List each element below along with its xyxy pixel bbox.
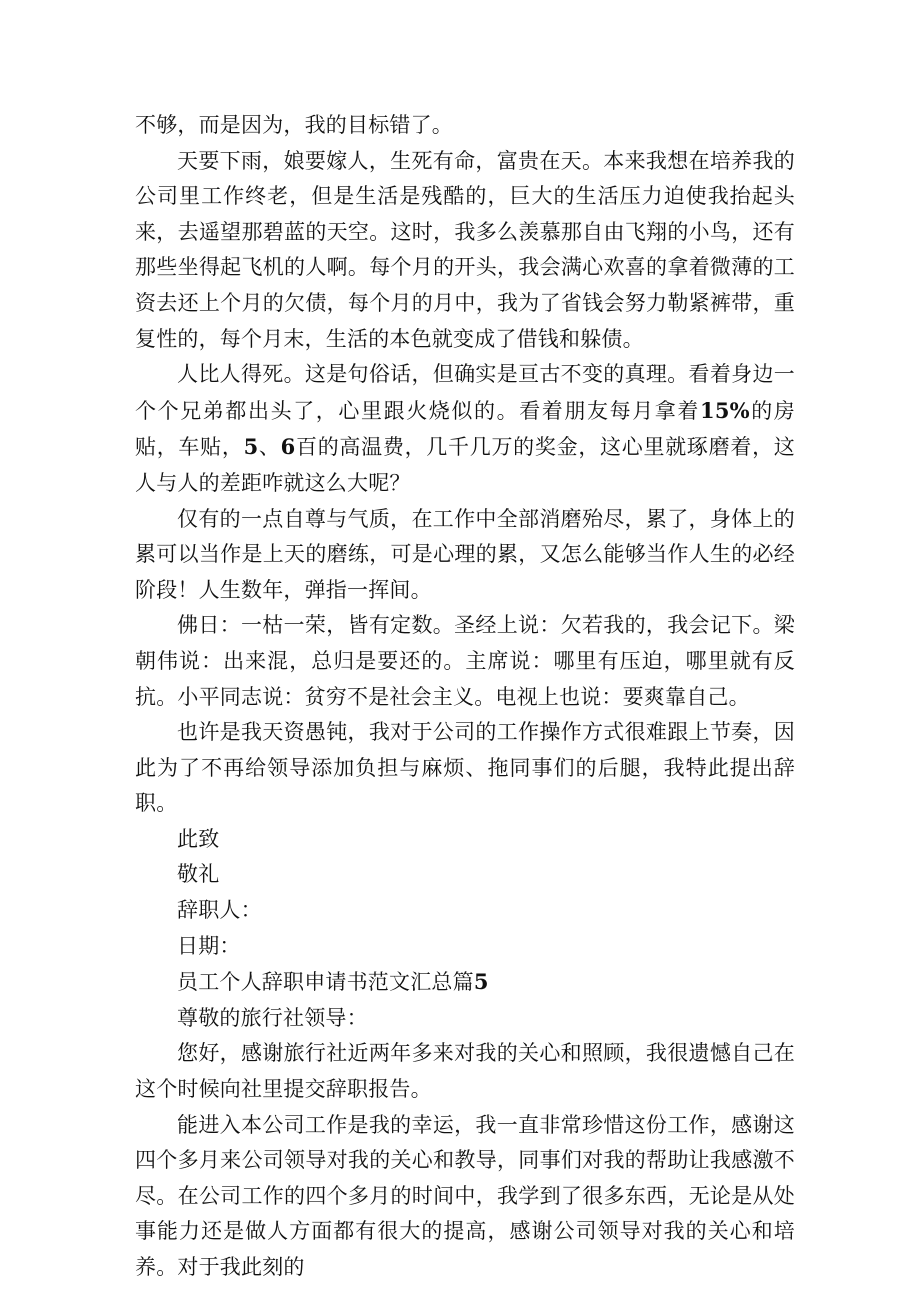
paragraph-fortune: 能进入本公司工作是我的幸运，我一直非常珍惜这份工作，感谢这四个多月来公司领导对我的关心和教导，同事们对我的帮助让我感激不尽。在公司工作的四个多月的时间中，我学到了很多东西，无论是从处事能力还是做人方面都有很大的提高，感谢公司领导对我的关心和培养。对于我此刻的 — [135, 1112, 795, 1279]
salutation: 尊敬的旅行社领导： — [177, 1005, 368, 1030]
allowance-number-6: 6 — [280, 434, 296, 460]
section-title-text: 员工个人辞职申请书范文汇总篇 — [177, 970, 474, 995]
date-label: 日期： — [177, 933, 241, 958]
paragraph-comparison — [135, 357, 795, 501]
paragraph-rain: 天要下雨，娘要嫁人，生死有命，富贵在天。本来我想在培养我的公司里工作终老，但是生活是残酷的，巨大的生活压力迫使我抬起头来，去遥望那碧蓝的天空。这时，我多么羡慕那自由飞翔的小鸟，还有那些坐得起飞机的人啊。每个月的开头，我会满心欢喜的拿着微薄的工资去还上个月的欠债，每个月的月中，我为了省钱会努力勒紧裤带，重复性的，每个月末，生活的本色就变成了借钱和躲债。 — [135, 148, 795, 351]
paragraph-resignation: 也许是我天资愚钝，我对于公司的工作操作方式很难跟上节奏，因此为了不再给领导添加负担与麻烦、拖同事们的后腿，我特此提出辞职。 — [135, 720, 795, 816]
section-title-number: 5 — [473, 969, 489, 995]
continuation-paragraph: 不够，而是因为，我的目标错了。 — [135, 113, 453, 137]
paragraph-comparison-text-a: 人比人得死。这是句俗话，但确实是亘古不变的真理。看着身边一个个兄弟都出头了，心里跟火烧似的。看着朋友每月拿着 — [135, 362, 795, 423]
paragraph-dignity: 仅有的一点自尊与气质，在工作中全部消磨殆尽，累了，身体上的累可以当作是上天的磨练，可是心理的累，又怎么能够当作人生的必经阶段！人生数年，弹指一挥间。 — [135, 506, 795, 602]
housing-subsidy-percent: 15% — [700, 397, 750, 423]
paragraph-quotes: 佛日：一枯一荣，皆有定数。圣经上说：欠若我的，我会记下。梁朝伟说：出来混，总归是要还的。主席说：哪里有压迫，哪里就有反抗。小平同志说：贫穷不是社会主义。电视上也说：要爽靠自己。 — [135, 613, 795, 709]
paragraph-comparison-text-c: 的房贴，车贴， — [135, 398, 795, 460]
signer-label: 辞职人： — [177, 898, 262, 923]
section-title — [135, 964, 795, 1001]
allowance-number-5: 5 — [243, 434, 259, 460]
paragraph-comparison-text-g: 百的高温费，几千几万的奖金，这心里就琢磨着，这人与人的差距咋就这么大呢？ — [135, 435, 795, 495]
allowance-separator: 、 — [258, 435, 281, 460]
closing-cizhi: 此致 — [177, 826, 220, 851]
closing-jingli: 敬礼 — [177, 862, 220, 887]
paragraph-thanks: 您好，感谢旅行社近两年多来对我的关心和照顾，我很遗憾自己在这个时候向社里提交辞职报告。 — [135, 1041, 795, 1102]
document-body — [135, 108, 795, 1286]
